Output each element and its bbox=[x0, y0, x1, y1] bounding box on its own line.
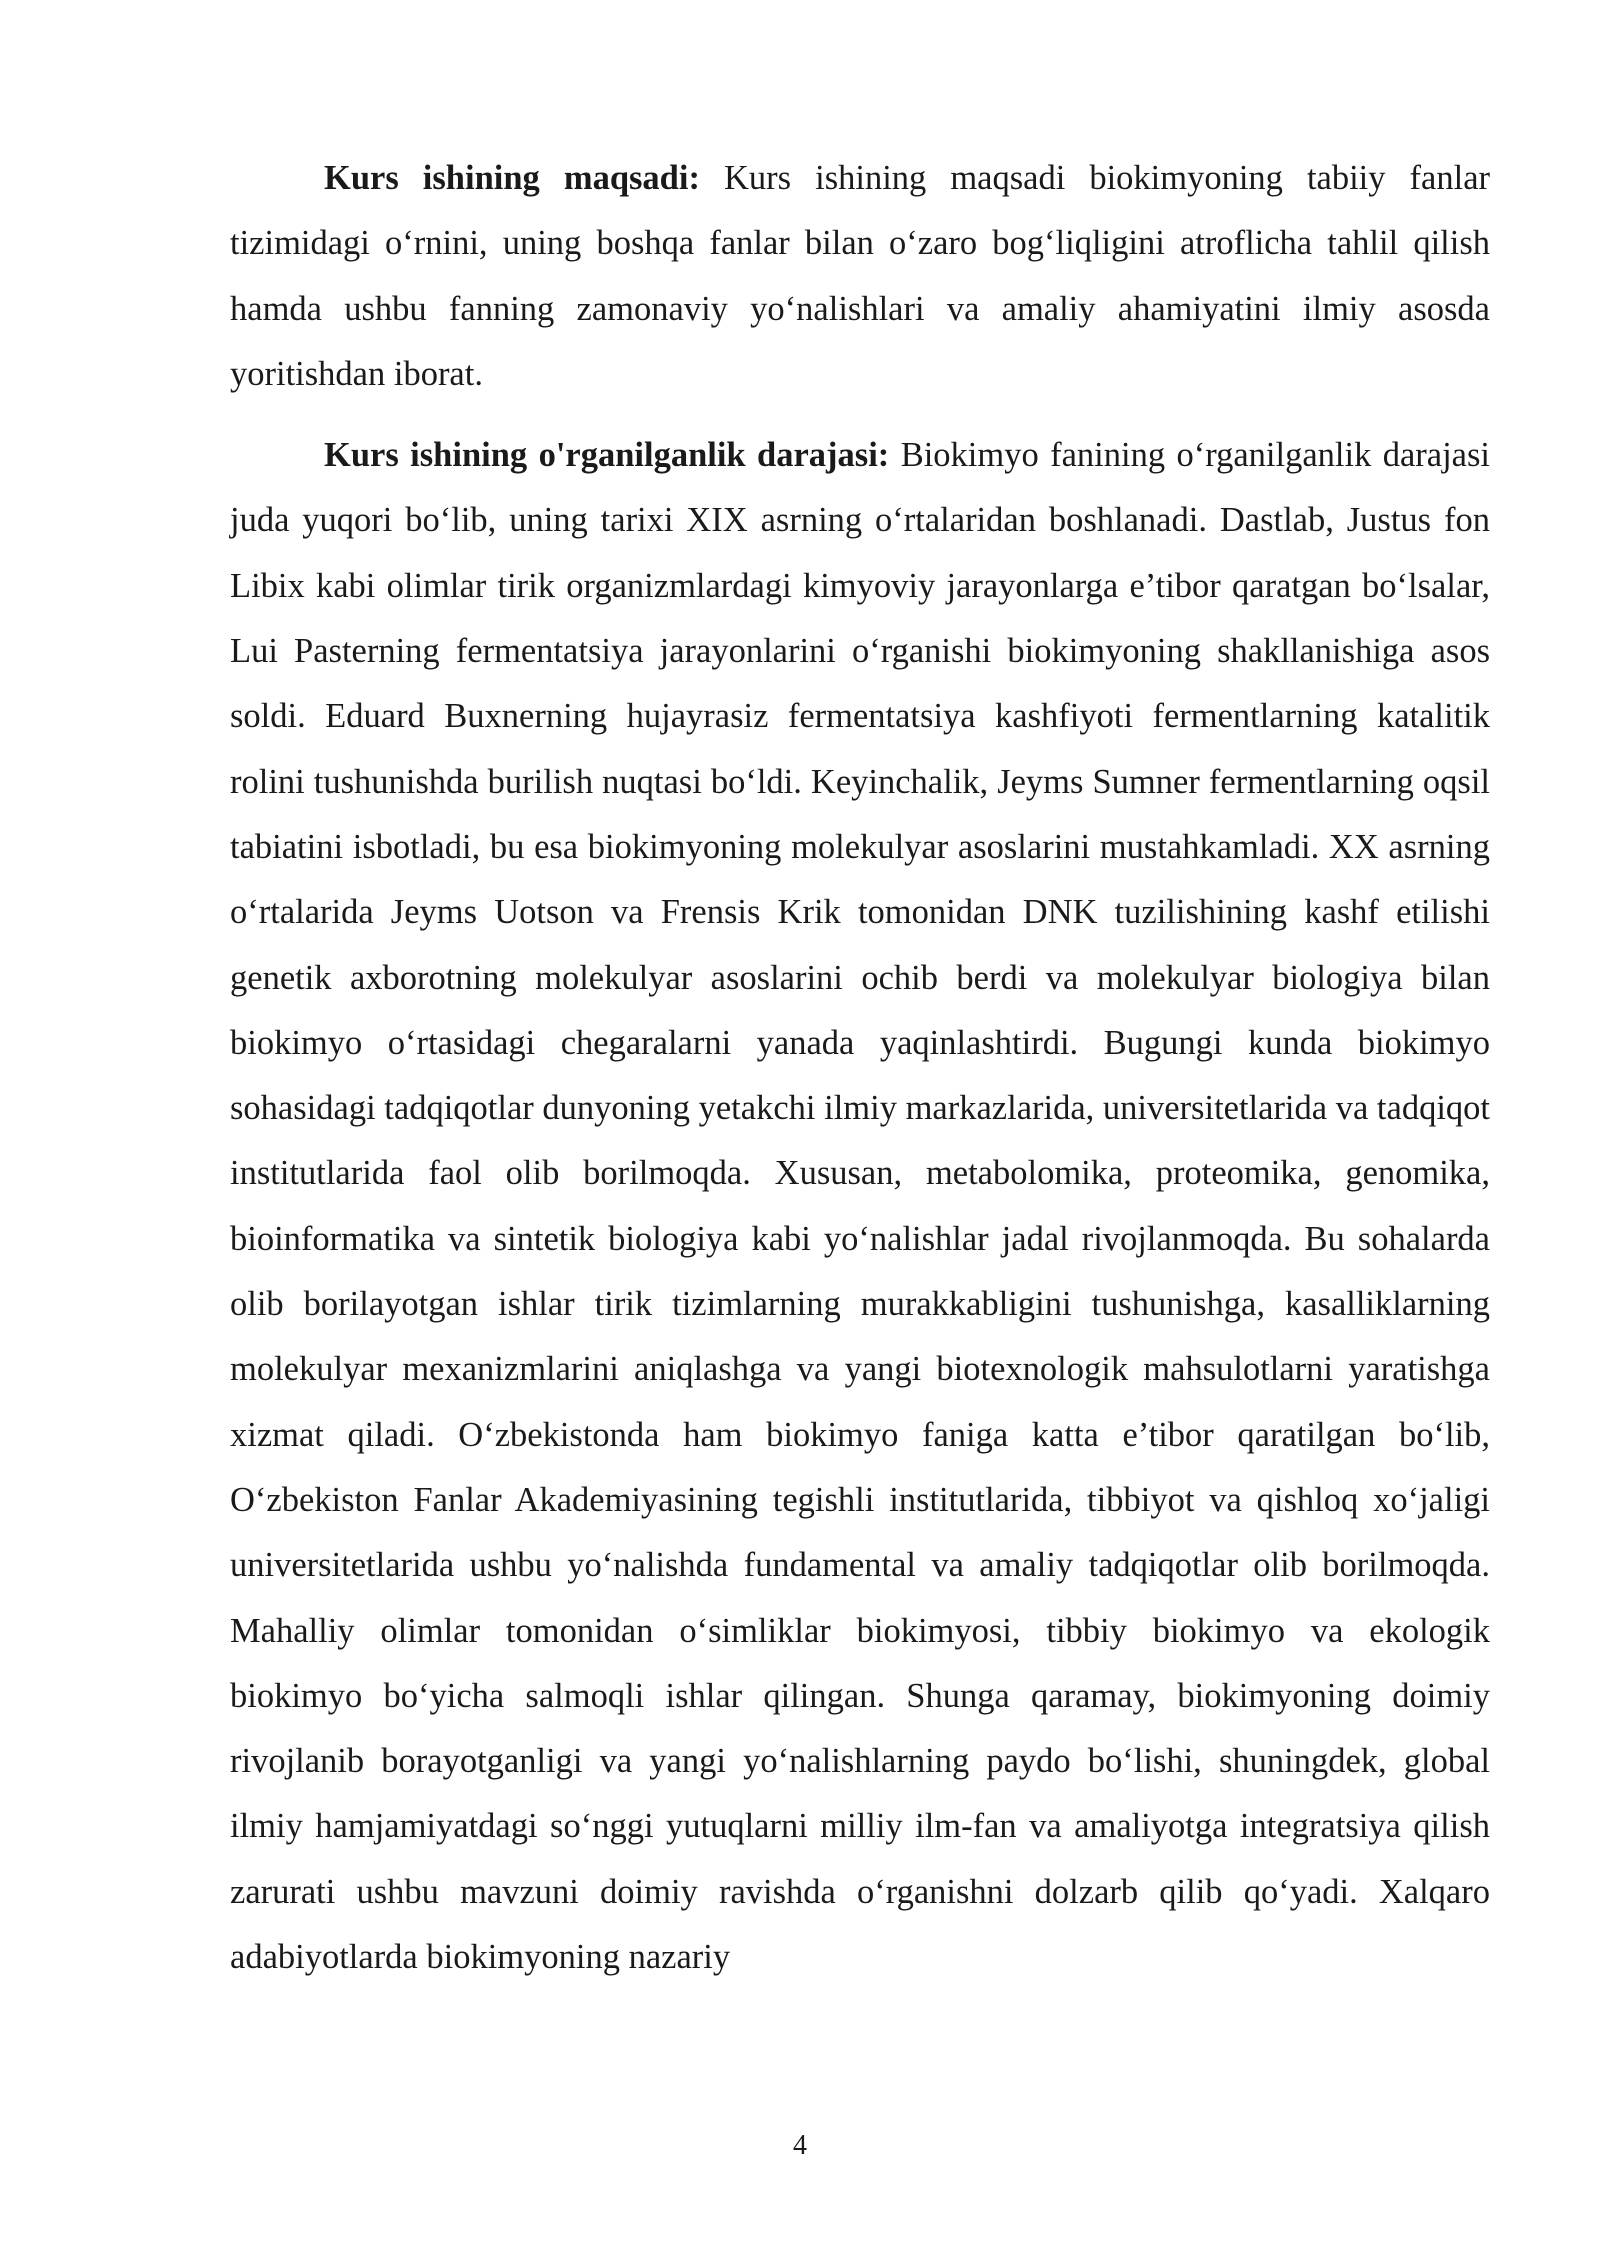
paragraph-text-study-level: Biokimyo fanining o‘rganilganlik darajasi juda yuqori bo‘lib, uning tarixi XIX asrning o‘rtalaridan boshlanadi. Dastlab, Justus fon Libix kabi olimlar tirik organizmlardagi kimyoviy jarayonlarga e’tibor qaratgan bo‘lsalar, Lui Pasterning fermentatsiya jarayonlarini o‘rganishi biokimyoning shakllanishiga asos soldi. Eduard Buxnerning hujayrasiz fermentatsiya kashfiyoti fermentlarning katalitik rolini tushunishda burilish nuqtasi bo‘ldi. Keyinchalik, Jeyms Sumner fermentlarning oqsil tabiatini isbotladi, bu esa biokimyoning molekulyar asoslarini mustahkamladi. XX asrning o‘rtalarida Jeyms Uotson va Frensis Krik tomonidan DNK tuzilishining kashf etilishi genetik axborotning molekulyar asoslarini ochib berdi va molekulyar biologiya bilan biokimyo o‘rtasidagi chegaralarni yanada yaqinlashtirdi. Bugungi kunda biokimyo sohasidagi tadqiqotlar dunyoning yetakchi ilmiy markazlarida, universitetlarida va tadqiqot institutlarida faol olib borilmoqda. Xususan, metabolomika, proteomika, genomika, bioinformatika va sintetik biologiya kabi yo‘nalishlar jadal rivojlanmoqda. Bu sohalarda olib borilayotgan ishlar tirik tizimlarning murakkabligini tushunishga, kasalliklarning molekulyar mexanizmlarini aniqlashga va yangi biotexnologik mahsulotlarni yaratishga xizmat qiladi. O‘zbekistonda ham biokimyo faniga katta e’tibor qaratilgan bo‘lib, O‘zbekiston Fanlar Akademiyasining tegishli institutlarida, tibbiyot va qishloq xo‘jaligi universitetlarida ushbu yo‘nalishda fundamental va amaliy tadqiqotlar olib borilmoqda. Mahalliy olimlar tomonidan o‘simliklar biokimyosi, tibbiy biokimyo va ekologik biokimyo bo‘yicha salmoqli ishlar qilingan. Shunga qaramay, biokimyoning doimiy rivojlanib borayotganligi va yangi yo‘nalishlarning paydo bo‘lishi, shuningdek, global ilmiy hamjamiyatdagi so‘nggi yutuqlarni milliy ilm-fan va amaliyotga integratsiya qilish zarurati ushbu mavzuni doimiy ravishda o‘rganishni dolzarb qilib qo‘yadi. Xalqaro adabiyotlarda biokimyoning nazariy bbox=[230, 436, 1490, 1977]
paragraph-heading-study-level: Kurs ishining o'rganilganlik darajasi: bbox=[324, 436, 890, 475]
page-number: 4 bbox=[793, 2130, 807, 2161]
paragraph-heading-goal: Kurs ishining maqsadi: bbox=[324, 159, 700, 197]
paragraph-study-level bbox=[230, 423, 1490, 1990]
paragraph-text-goal: Kurs ishining maqsadi biokimyoning tabiiy fanlar tizimidagi o‘rnini, uning boshqa fanlar bilan o‘zaro bog‘liqligini atroflicha tahlil qilish hamda ushbu fanning zamonaviy yo‘nalishlari va amaliy ahamiyatini ilmiy asosda yoritishdan iborat. bbox=[230, 159, 1490, 393]
paragraph-course-goal bbox=[230, 146, 1490, 407]
page-body bbox=[230, 146, 1490, 1990]
